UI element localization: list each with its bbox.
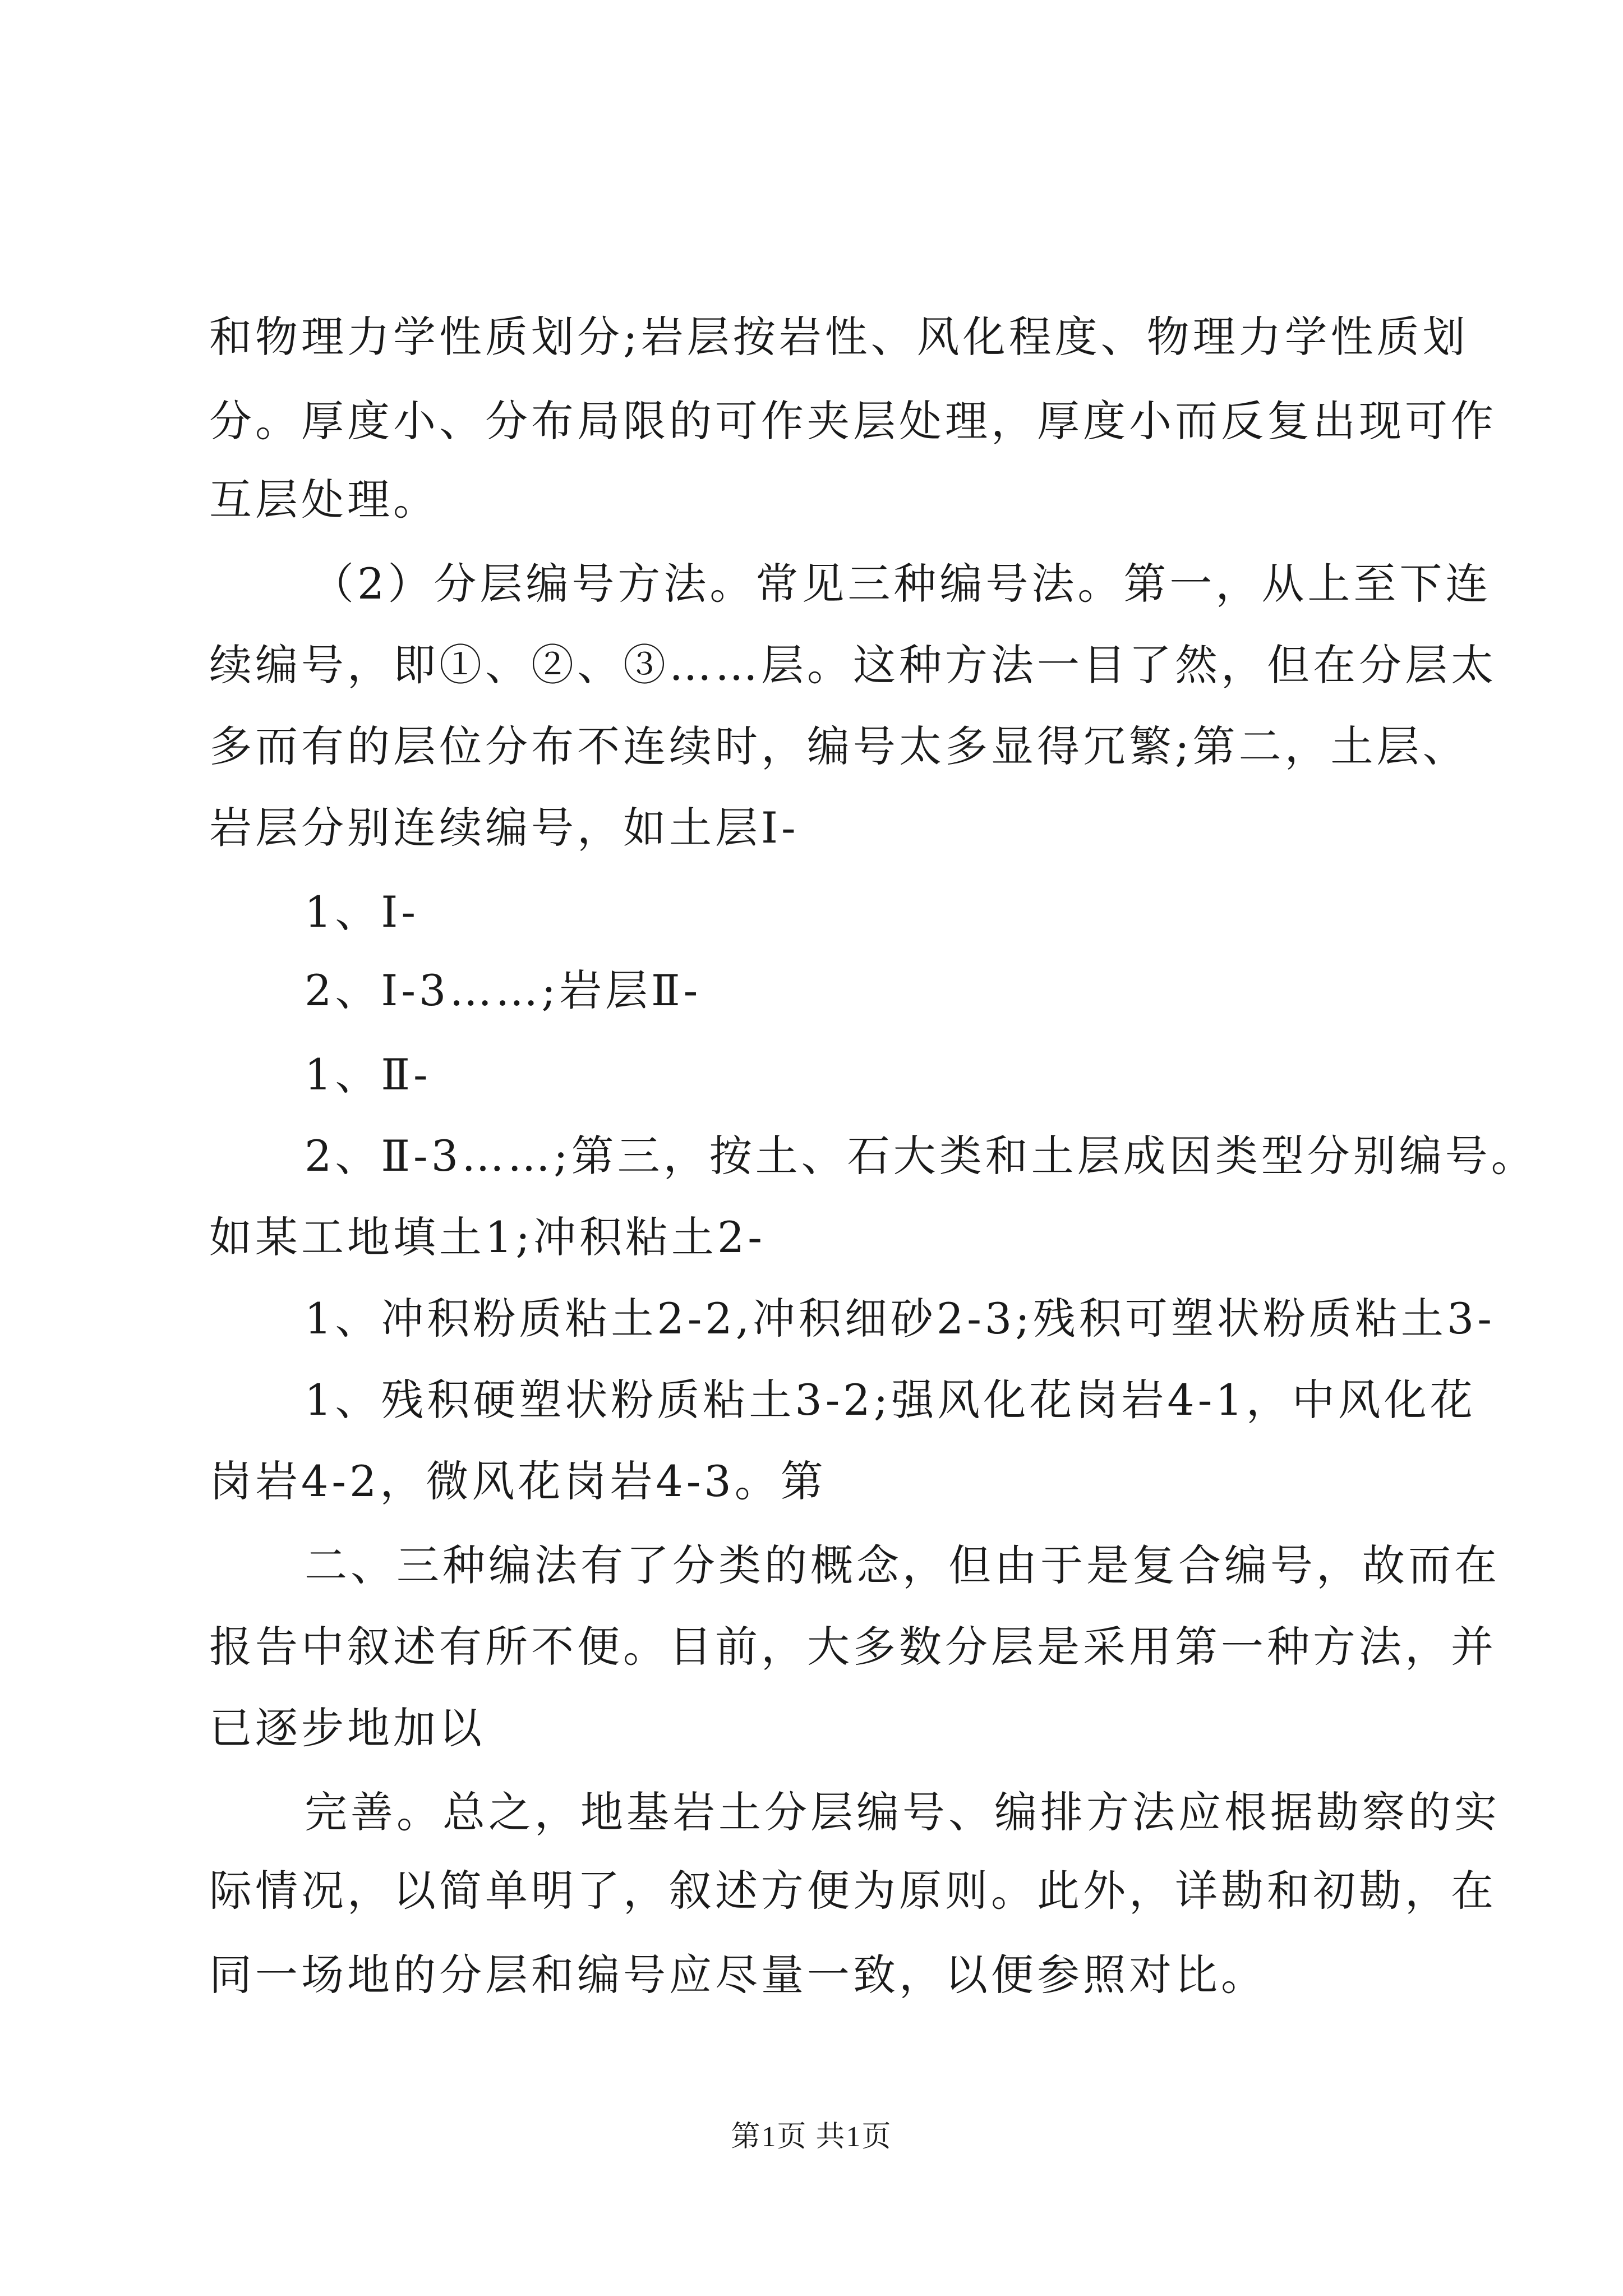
text-line: 和物理力学性质划分;岩层按岩性、风化程度、物理力学性质划: [209, 312, 1469, 362]
text-line: 分。厚度小、分布局限的可作夹层处理，厚度小而反复出现可作: [209, 396, 1497, 446]
text-line: （2）分层编号方法。常见三种编号法。第一，从上至下连: [311, 559, 1492, 609]
text-line: 岩层分别连续编号，如土层Ⅰ-: [209, 803, 799, 853]
text-line: 1、Ⅱ-: [305, 1050, 431, 1099]
text-line: 已逐步地加以: [209, 1703, 485, 1753]
page-footer: 第1页 共1页: [731, 2121, 892, 2153]
text-line: 1、Ⅰ-: [305, 887, 419, 937]
text-line: 多而有的层位分布不连续时，编号太多显得冗繁;第二，土层、: [209, 721, 1469, 771]
text-line: 2、Ⅱ-3……;第三，按土、石大类和土层成因类型分别编号。: [305, 1131, 1537, 1181]
text-line: 1、残积硬塑状粉质粘土3-2;强风化花岗岩4-1，中风化花: [305, 1375, 1476, 1425]
text-line: 1、冲积粉质粘土2-2,冲积细砂2-3;残积可塑状粉质粘土3-: [305, 1294, 1495, 1343]
text-line: 同一场地的分层和编号应尽量一致，以便参照对比。: [209, 1950, 1267, 2000]
text-line: 续编号，即①、②、③……层。这种方法一目了然，但在分层太: [209, 640, 1497, 690]
text-line: 互层处理。: [209, 475, 439, 524]
text-line: 如某工地填土1;冲积粘土2-: [209, 1212, 766, 1262]
text-line: 二、三种编法有了分类的概念，但由于是复合编号，故而在: [305, 1540, 1500, 1590]
text-line: 际情况，以简单明了，叙述方便为原则。此外，详勘和初勘，在: [209, 1866, 1497, 1916]
text-line: 2、Ⅰ-3……;岩层Ⅱ-: [305, 965, 702, 1015]
text-line: 完善。总之，地基岩土分层编号、编排方法应根据勘察的实: [305, 1787, 1500, 1837]
text-line: 岗岩4-2，微风花岗岩4-3。第: [209, 1456, 827, 1506]
text-line: 报告中叙述有所不便。目前，大多数分层是采用第一种方法，并: [209, 1622, 1497, 1672]
